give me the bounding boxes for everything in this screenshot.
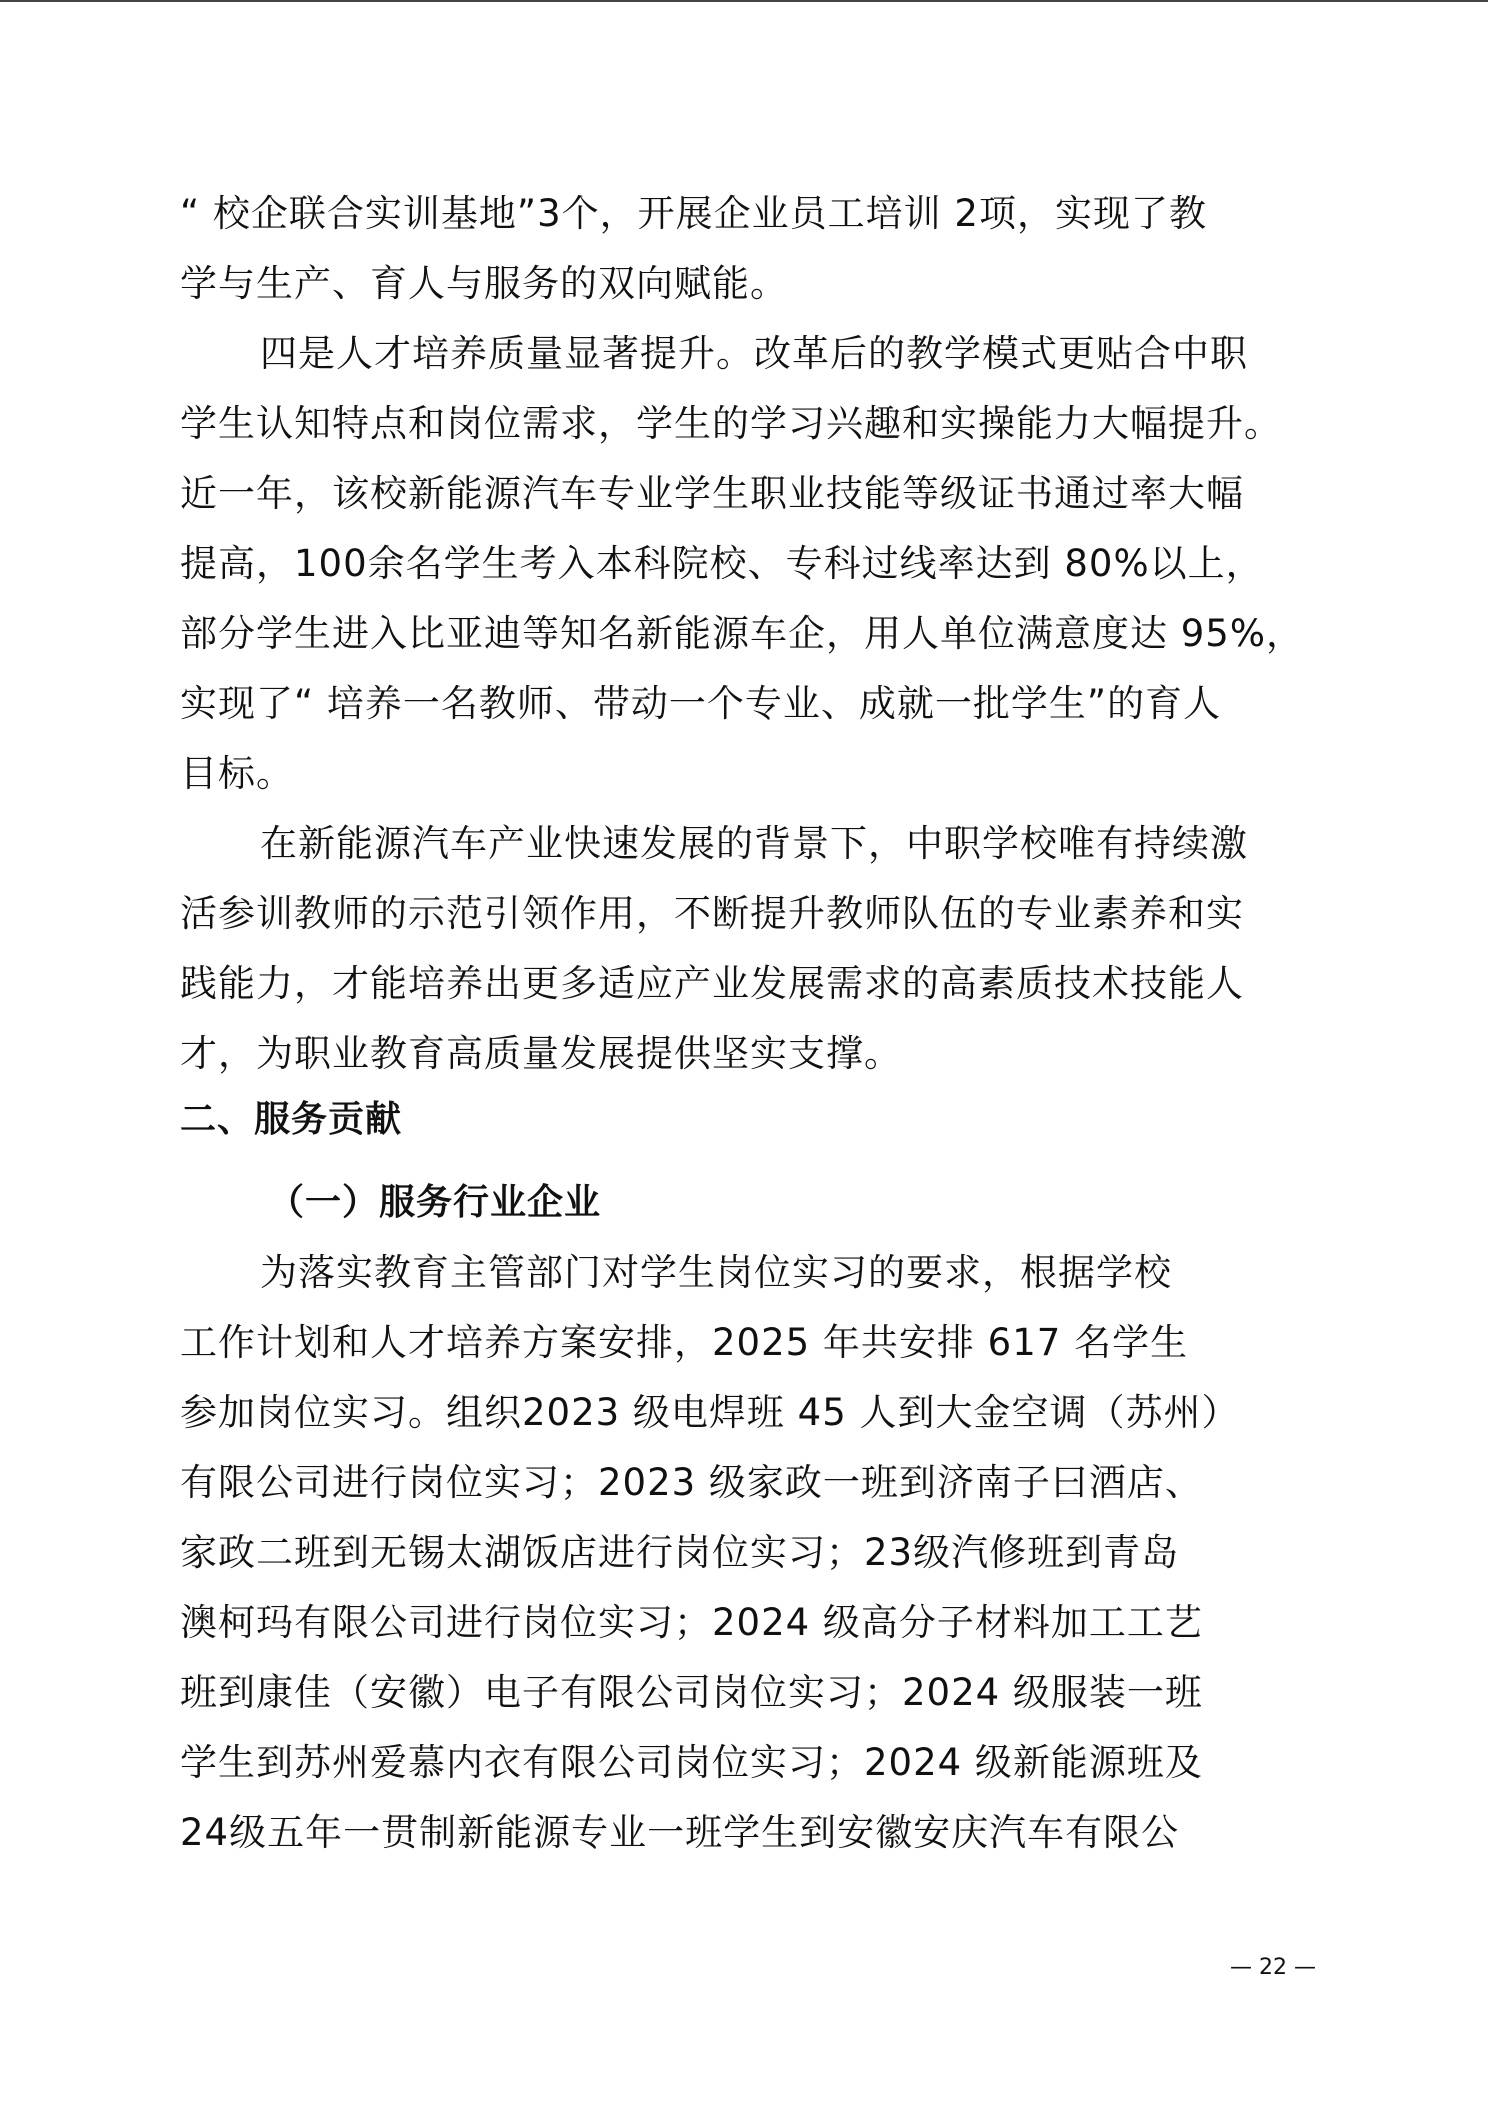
paragraph-line: 有限公司进行岗位实习；2023 级家政一班到济南子曰酒店、 <box>180 1461 1203 1504</box>
paragraph-line: 四是人才培养质量显著提升。改革后的教学模式更贴合中职 <box>260 332 1248 375</box>
paragraph-line: 班到康佳（安徽）电子有限公司岗位实习；2024 级服装一班 <box>180 1671 1203 1714</box>
paragraph-line: 参加岗位实习。组织2023 级电焊班 45 人到大金空调（苏州） <box>180 1391 1240 1434</box>
paragraph-line: 提高，100余名学生考入本科院校、专科过线率达到 80%以上， <box>180 542 1264 585</box>
paragraph-line: 24级五年一贯制新能源专业一班学生到安徽安庆汽车有限公 <box>180 1811 1180 1854</box>
paragraph-line: 部分学生进入比亚迪等知名新能源车企，用人单位满意度达 95%， <box>180 612 1304 655</box>
paragraph-line: “ 校企联合实训基地”3个，开展企业员工培训 2项，实现了教 <box>180 192 1207 235</box>
paragraph-line: 为落实教育主管部门对学生岗位实习的要求，根据学校 <box>260 1251 1172 1294</box>
paragraph-line: 在新能源汽车产业快速发展的背景下，中职学校唯有持续激 <box>260 822 1248 865</box>
paragraph-line: 才，为职业教育高质量发展提供坚实支撑。 <box>180 1032 902 1075</box>
paragraph-line: 学与生产、育人与服务的双向赋能。 <box>180 262 788 305</box>
paragraph-line: 工作计划和人才培养方案安排，2025 年共安排 617 名学生 <box>180 1321 1189 1364</box>
page-number: — 22 — <box>1230 1955 1316 1980</box>
paragraph-line: 澳柯玛有限公司进行岗位实习；2024 级高分子材料加工工艺 <box>180 1601 1203 1644</box>
paragraph-line: 学生到苏州爱慕内衣有限公司岗位实习；2024 级新能源班及 <box>180 1741 1203 1784</box>
paragraph-line: 践能力，才能培养出更多适应产业发展需求的高素质技术技能人 <box>180 962 1244 1005</box>
top-border-line <box>0 0 1488 2</box>
paragraph-line: 学生认知特点和岗位需求，学生的学习兴趣和实操能力大幅提升。 <box>180 402 1282 445</box>
paragraph-line: 活参训教师的示范引领作用，不断提升教师队伍的专业素养和实 <box>180 892 1244 935</box>
paragraph-line: 目标。 <box>180 752 294 795</box>
paragraph-line: 近一年，该校新能源汽车专业学生职业技能等级证书通过率大幅 <box>180 472 1244 515</box>
paragraph-line: 家政二班到无锡太湖饭店进行岗位实习；23级汽修班到青岛 <box>180 1531 1180 1574</box>
paragraph-line: 实现了“ 培养一名教师、带动一个专业、成就一批学生”的育人 <box>180 682 1222 725</box>
section-heading: 二、服务贡献 <box>180 1099 403 1140</box>
subsection-heading: （一）服务行业企业 <box>268 1182 602 1223</box>
